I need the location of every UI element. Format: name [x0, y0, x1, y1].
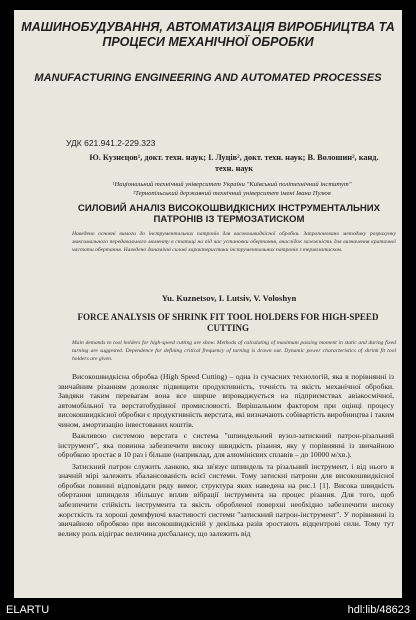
footer-handle-label: hdl:lib/48623 [347, 604, 410, 616]
footer-repository-label: ELARTU [6, 604, 50, 616]
journal-section-ua: МАШИНОБУДУВАННЯ, АВТОМАТИЗАЦІЯ ВИРОБНИЦТВА ТА ПРОЦЕСИ МЕХАНІЧНОЇ ОБРОБКИ [21, 20, 395, 49]
journal-section-en: MANUFACTURING ENGINEERING AND AUTOMATED PROCESSES [34, 72, 382, 84]
article-title-ua: СИЛОВИЙ АНАЛІЗ ВИСОКОШВИДКІСНИХ ІНСТРУМЕНТАЛЬНИХ ПАТРОНІВ ІЗ ТЕРМОЗАТИСКОМ [77, 203, 381, 225]
affiliation-1: ¹Національний технічний університет України "Київський політехнічний інститут" [112, 181, 352, 188]
article-title-en: FORCE ANALYSIS OF SHRINK FIT TOOL HOLDERS FOR HIGH-SPEED CUTTING [77, 312, 379, 333]
authors-ua: Ю. Кузнєцов¹, докт. техн. наук; І. Луців², докт. техн. наук; В. Волошин², канд. техн. наук [89, 153, 379, 173]
scanned-page [14, 10, 402, 598]
udk-code: УДК 621.941.2-229.323 [66, 138, 156, 148]
body-paragraph-2: Важливою системою верстата є система "шпиндельний вузол-затискний патрон-різальний інструмент", яка повинна забезпечити високу швидкість різання, яку у порівнянні із звичайною обробкою зростає в 10 раз і більше (наприклад, для алюмінієвих сплавів – до 10000 м/хв.). [58, 431, 394, 460]
affiliation-2: ²Тернопільський державний технічний університет імені Івана Пулюя [133, 190, 331, 197]
affiliations [78, 180, 386, 198]
abstract-ua: Наведено основні вимоги до інструментальних патронів для високошвидкісної обробки. Запропоновано методику розрахунку максимального передавального моменту в статиці на під час установки обертання, внаслідок залежність для визначення критичної частоти обертання. Наведено динамічні силові характеристики інструментальних патронів з термозатиском. [72, 231, 396, 253]
abstract-en: Main demands to tool holders for high-speed cutting are show. Methods of calculating of maximum passing moment in static and during fixed turning are suggested. Dependence for defining critical frequency of turning is drawn out. Dynamic power characteristics of shrink fit tool holders are given. [72, 340, 396, 362]
body-paragraph-1: Високошвидкісна обробка (High Speed Cutting) – одна із сучасних технологій, яка в порівнянні із звичайним різанням дозволяє підвищити продуктивність, точність та якість механічної обробки. Завдяки таким перевагам вона все ширше впроваджується на підприємствах авіакосмічної, автомобільної та верстатобудівної промисловості. Вирішальним фактором при оцінці процесу високошвидкісної обробки є продуктивність верстата, які визначають собівартість виробництва і таким чином, амортизацію інвестованих коштів. [58, 372, 394, 429]
body-paragraph-3: Затискний патрон служить ланкою, яка зв'язує шпиндель та різальний інструмент, і від нього в значній мірі залежить збалансованість всієї системи. Тому затискні патрони для високошвидкісної обробки повинні відповідати ряду вимог, структура яких наведена на рис.1 [1]. Висока швидкість обертання шпинделя збільшує вплив вібрації інструмента на процес різання. Для того, щоб забезпечити стійкість інструмента та якість обробленої поверхні необхідно забезпечити високу жорсткість та хороші демпфуючі властивості системи "затискний патрон-інструмент". У порівнянні із звичайною обробкою при високошвидкісній у декілька разів зростають відцентрові сили. Тому тут велику роль відіграє величина дисбалансу, що залежить від [58, 461, 394, 538]
authors-en: Yu. Kuznetsov, I. Lutsiv, V. Voloshyn [161, 293, 297, 303]
article-body [58, 372, 394, 540]
viewer-footer [0, 600, 416, 620]
